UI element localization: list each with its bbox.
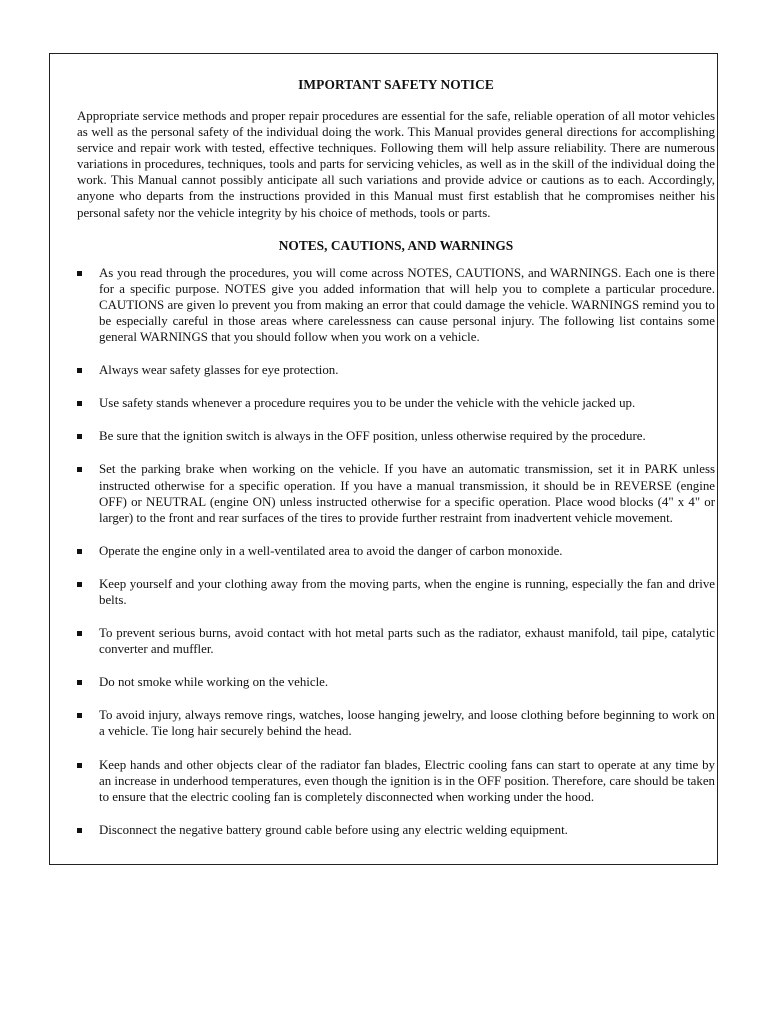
list-item-text: Be sure that the ignition switch is always in the OFF position, unless otherwise required by the procedure. [99, 429, 646, 444]
list-item-text: To avoid injury, always remove rings, watches, loose hanging jewelry, and loose clothing before beginning to work on a vehicle. Tie long hair securely behind the head. [99, 708, 715, 739]
notice-title: IMPORTANT SAFETY NOTICE [298, 77, 494, 92]
list-item [77, 757, 715, 805]
list-item [77, 707, 715, 739]
list-item [77, 428, 715, 444]
warnings-title: NOTES, CAUTIONS, AND WARNINGS [278, 237, 514, 253]
square-bullet-icon [77, 467, 82, 472]
square-bullet-icon [77, 631, 82, 636]
list-item [77, 674, 715, 690]
square-bullet-icon [77, 401, 82, 406]
square-bullet-icon [77, 680, 82, 685]
list-item-text: Keep hands and other objects clear of the radiator fan blades, Electric cooling fans can start to operate at any time by an increase in underhood temperatures, even though the ignition is in the OFF position. Therefore, care should be taken to ensure that the electric cooling fan is completely disconnected when working under the hood. [99, 757, 715, 804]
list-item-text: Use safety stands whenever a procedure requires you to be under the vehicle with the vehicle jacked up. [99, 396, 636, 411]
square-bullet-icon [77, 368, 82, 373]
warnings-list [77, 265, 715, 838]
list-item-text: To prevent serious burns, avoid contact with hot metal parts such as the radiator, exhaust manifold, tail pipe, catalytic converter and muffler. [99, 626, 715, 657]
square-bullet-icon [77, 549, 82, 554]
list-item [77, 265, 715, 345]
square-bullet-icon [77, 713, 82, 718]
list-item [77, 576, 715, 608]
square-bullet-icon [77, 828, 82, 833]
list-item [77, 625, 715, 657]
list-item [77, 362, 715, 378]
list-item [77, 822, 715, 838]
list-item-text: Always wear safety glasses for eye protection. [99, 363, 339, 378]
square-bullet-icon [77, 434, 82, 439]
list-item-text: Set the parking brake when working on the vehicle. If you have an automatic transmission, set it in PARK unless instructed otherwise for a specific operation. If you have a manual transmission, it should be in REVERSE (engine OFF) or NEUTRAL (engine ON) unless instructed otherwise for a specific operation. Place wood blocks (4" x 4" or larger) to the front and rear surfaces of the tires to provide further restraint from inadvertent vehicle movement. [99, 462, 715, 525]
list-item [77, 543, 715, 559]
list-item-text: Keep yourself and your clothing away from the moving parts, when the engine is running, especially the fan and drive belts. [99, 576, 715, 607]
notice-content [77, 76, 715, 838]
intro-paragraph: Appropriate service methods and proper repair procedures are essential for the safe, reliable operation of all motor vehicles as well as the personal safety of the individual doing the work. This Manual provides general directions for accomplishing service and repair work with tested, effective techniques. Following them will help assure reliability. There are numerous variations in procedures, techniques, tools and parts for servicing vehicles, as well as in the skill of the individual doing the work. This Manual cannot possibly anticipate all such variations and provide advice or cautions as to each. Accordingly, anyone who departs from the instructions provided in this Manual must first establish that he compromises neither his personal safety nor the vehicle integrity by his choice of methods, tools or parts. [77, 109, 715, 220]
list-item-text: Operate the engine only in a well-ventilated area to avoid the danger of carbon monoxide. [99, 543, 563, 558]
list-item-text: Disconnect the negative battery ground cable before using any electric welding equipment. [99, 822, 568, 837]
list-item-text: Do not smoke while working on the vehicle. [99, 675, 329, 690]
square-bullet-icon [77, 582, 82, 587]
square-bullet-icon [77, 763, 82, 768]
square-bullet-icon [77, 271, 82, 276]
list-item [77, 395, 715, 411]
list-item-text: As you read through the procedures, you will come across NOTES, CAUTIONS, and WARNINGS. Each one is there for a specific purpose. NOTES give you added information that will help you to complete a particular procedure. CAUTIONS are given lo prevent you from making an error that could damage the vehicle. WARNINGS remind you to be especially careful in those areas where carelessness can cause personal injury. The following list contains some general WARNINGS that you should follow when you work on a vehicle. [99, 265, 715, 345]
list-item [77, 461, 715, 525]
